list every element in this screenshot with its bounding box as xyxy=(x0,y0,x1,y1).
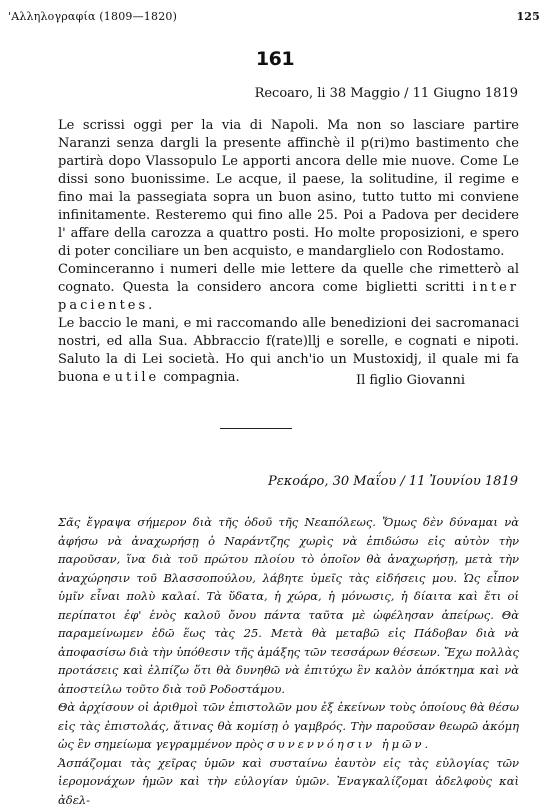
greek-paragraph: Σᾶς ἔγραψα σήμερον διὰ τῆς ὁδοῦ τῆς Νεαπόλεως. Ὅμως δὲν δύναμαι νὰ ἀφήσω νὰ ἀναχωρήσῃ ὁ Ναράντζης χωρὶς νὰ ἐπιδώσω εἰς αὐτὸν τὴν παροῦσαν, ἵνα διὰ τοῦ πρώτου πλοίου τὸ ὁποῖον θὰ ἀναχωρήσῃ, μετὰ τὴν ἀναχώρησιν τοῦ Βλασσοπούλου, λάβητε ὑμεῖς τὰς εἰδήσεις μου. Ὡς εἶπον ὑμῖν εἶναι πολὺ καλαί. Τὰ ὕδατα, ἡ χώρα, ἡ μόνωσις, ἡ δίαιτα καὶ ἔτι οἱ περίπατοι ἐφ' ἑνὸς καλοῦ ὄνου πάντα ταῦτα μὲ ὠφέλησαν ἀπείρως. Θὰ παραμείνωμεν ἐδῶ ἕως τὰς 25. Μετὰ θὰ μεταβῶ εἰς Πάδοβαν διὰ νὰ ἀποφασίσω διὰ τὴν ὑπόθεσιν τῆς ἁμάξης τῶν τεσσάρων θέσεων. Ἔχω πολλὰς προτάσεις καὶ ἐλπίζω ὅτι θὰ δυνηθῶ νὰ ἐπιτύχω ἓν καλὸν ἀπόκτημα καὶ νὰ ἀποστείλω τοῦτο διὰ τοῦ Ροδοστάμου. xyxy=(58,513,519,698)
greek-letter-body xyxy=(58,513,519,809)
greek-spaced-phrase: συνεννόησιν ἡμῶν. xyxy=(267,737,431,751)
italian-signature: Il figlio Giovanni xyxy=(356,373,465,388)
greek-dateline: Ρεκοάρο, 30 Μαΐου / 11 Ἰουνίου 1819 xyxy=(268,474,518,489)
letter-number: 161 xyxy=(0,48,550,70)
running-title: 'Αλληλογραφία (1809—1820) xyxy=(8,10,177,23)
italian-spaced-word: utile xyxy=(115,370,160,385)
italian-text: Le baccio le mani, e mi raccomando alle benedizioni dei sacromanaci nostri, ed alla Sua. Abbraccio f(rate)llj e sorelle, e cognati e nipoti. Saluto la di Lei società. Ho qui anch'io un Mustoxidj, il quale mi fa buona e xyxy=(58,316,519,385)
italian-letter-body xyxy=(58,117,519,387)
italian-paragraph: Cominceranno i numeri delle mie lettere da quelle che rimetterò al cognato. Questa la considero ancora come biglietti scritti inter pacientes. xyxy=(58,261,519,315)
italian-text: Cominceranno i numeri delle mie lettere da quelle che rimetterò al cognato. Questa la considero ancora come biglietti scritti xyxy=(58,262,519,295)
greek-text: Θὰ ἀρχίσουν οἱ ἀριθμοὶ τῶν ἐπιστολῶν μου ἐξ ἐκείνων τοὺς ὁποίους θὰ θέσω εἰς τὰς ἐπιστολάς, ἅτινας θὰ κομίσῃ ὁ γαμβρός. Τὴν παροῦσαν θεωρῶ ἀκόμη ὡς ἓν σημείωμα γεγραμμένον πρὸς xyxy=(58,700,519,751)
italian-spaced-phrase: inter pacientes xyxy=(58,280,519,313)
italian-paragraph: Le scrissi oggi per la via di Napoli. Ma non so lasciare partire Naranzi senza dargli la presente affinchè il p(ri)mo bastimento che partirà dopo Vlassopulo Le apporti ancora delle mie nuove. Come Le dissi sono buonissime. Le acque, il paese, la solitudine, il regime e fino mai la passegiata sopra un buon asino, tutto tutto mi conviene infinitamente. Resteremo qui fino alle 25. Poi a Padova per decidere l' affare della carozza a quattro posti. Ho molte proposizioni, e spero di poter conciliare un ben acquisto, e mandarglielo con Rodostamo. xyxy=(58,117,519,261)
greek-paragraph xyxy=(58,698,519,754)
section-divider xyxy=(220,428,292,429)
greek-paragraph: Ἀσπάζομαι τὰς χεῖρας ὑμῶν καὶ συσταίνω ἑαυτὸν εἰς τὰς εὐλογίας τῶν ἱερομονάχων ἡμῶν καὶ τὴν εὐλογίαν ὑμῶν. Ἐναγκαλίζομαι ἀδελφοὺς καὶ ἀδελ- xyxy=(58,754,519,809)
page-number: 125 xyxy=(516,10,540,23)
running-head xyxy=(8,10,540,23)
italian-text: compagnia. xyxy=(163,370,239,385)
italian-dateline: Recoaro, li 38 Maggio / 11 Giugno 1819 xyxy=(255,86,518,101)
